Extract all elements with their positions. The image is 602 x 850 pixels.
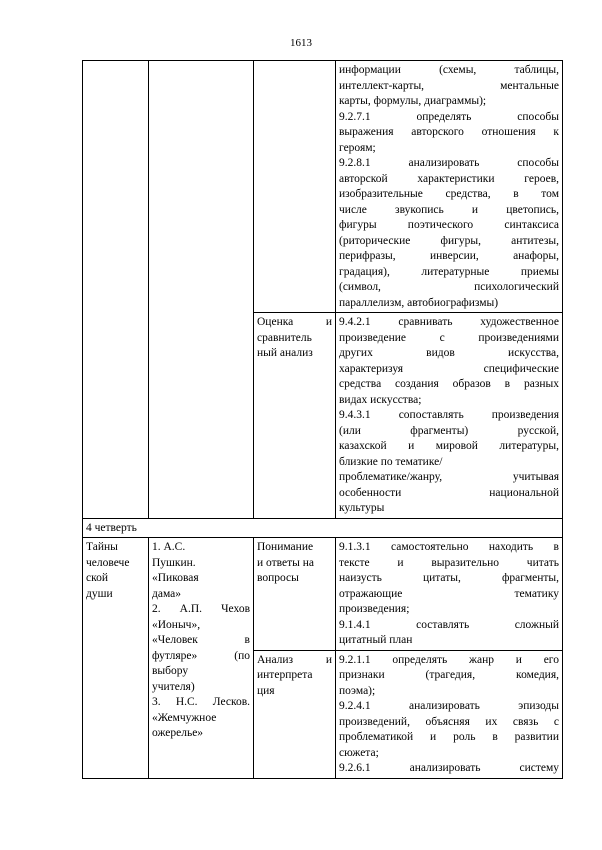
table-row (83, 61, 563, 313)
skill-label-cell (254, 538, 336, 651)
text-line: героям; (339, 141, 376, 154)
text-line: 3. Н.С. Лесков. (152, 696, 250, 708)
text-line: особенности национальной (339, 486, 559, 499)
text-line: 9.4.2.1 сравнивать художественное (339, 316, 559, 328)
table-row (83, 538, 563, 651)
text-line: видах искусства; (339, 393, 422, 406)
text-line: «Жемчужное (152, 711, 217, 724)
text-line: казахской и мировой литературы, (339, 440, 559, 452)
text-line: 9.2.6.1 анализировать систему (339, 762, 559, 774)
text-line: наизусть цитаты, фрагменты, (339, 572, 559, 584)
text-line: учителя) (152, 680, 195, 693)
text-line: Анализ и (257, 653, 332, 666)
text-line: сравнитель (257, 331, 312, 344)
text-line: интеллект-карты, ментальные (339, 79, 559, 92)
text-line: фигуры поэтического синтаксиса (339, 219, 559, 231)
text-line: (риторические фигуры, антитезы, (339, 234, 559, 247)
text-line: 9.1.4.1 составлять сложный (339, 618, 559, 631)
text-line: произведения; (339, 603, 410, 615)
text-line: дама» (152, 587, 182, 600)
text-line: «Пиковая (152, 572, 199, 584)
text-line: проблематикой и роль в развитии (339, 731, 559, 743)
text-line: вопросы (257, 572, 299, 584)
text-line: произведений, объясняя их связь с (339, 715, 559, 728)
text-line: числе звукопись и цветопись, (339, 203, 559, 216)
text-line: ской (86, 572, 109, 584)
text-line: сюжета; (339, 746, 379, 759)
text-line: ожерелье» (152, 727, 204, 739)
text-line: Пушкин. (152, 556, 196, 569)
text-line: 9.2.4.1 анализировать эпизоды (339, 700, 559, 712)
text-line: человече (86, 556, 130, 569)
text-line: 2. А.П. Чехов (152, 603, 250, 615)
theme-cell-empty (83, 61, 149, 519)
objectives-cell (336, 61, 563, 313)
text-line: характеризуя специфические (339, 362, 559, 375)
objectives-cell (336, 538, 563, 651)
text-line: ция (257, 684, 275, 697)
text-line: и ответы на (257, 556, 315, 569)
works-cell-empty (149, 61, 254, 519)
skill-label-cell (254, 313, 336, 519)
text-line: признаки (трагедия, комедия, (339, 669, 559, 681)
text-line: ный анализ (257, 347, 313, 359)
text-line: 9.2.8.1 анализировать способы (339, 157, 559, 169)
text-line: карты, формулы, диаграммы); (339, 95, 487, 107)
text-line: градация), литературные приемы (339, 265, 559, 278)
text-line: произведение с произведениями (339, 331, 559, 344)
text-line: изобразительные средства, в том (339, 188, 559, 200)
text-line: проблематике/жанру, учитывая (339, 471, 559, 483)
text-line: выбору (152, 665, 189, 677)
text-line: 1. А.С. (152, 541, 186, 553)
text-line: отражающие тематику (339, 587, 559, 600)
text-line: 9.1.3.1 самостоятельно находить в (339, 541, 559, 553)
text-line: средства создания образов в разных (339, 378, 559, 390)
text-line: тексте и выразительно читать (339, 556, 559, 569)
objectives-cell (336, 313, 563, 519)
text-line: 9.4.3.1 сопоставлять произведения (339, 409, 559, 421)
text-line: авторской характеристики героев, (339, 172, 559, 185)
text-line: Тайны (86, 541, 118, 553)
text-line: интерпрета (257, 669, 313, 681)
text-line: души (86, 587, 113, 600)
text-line: культуры (339, 502, 385, 514)
text-line: цитатный план (339, 634, 413, 646)
text-line: параллелизм, автобиографизмы) (339, 296, 499, 309)
text-line: перифразы, инверсии, анафоры, (339, 250, 559, 262)
text-line: «Ионыч», (152, 618, 201, 631)
text-line: близкие по тематике/ (339, 455, 443, 468)
text-line: футляре» (по (152, 649, 250, 662)
text-line: 9.2.1.1 определять жанр и его (339, 653, 559, 666)
skill-cell-empty (254, 61, 336, 313)
text-line: поэма); (339, 684, 376, 697)
text-line: (или фрагменты) русской, (339, 424, 559, 437)
page-number: 1613 (290, 37, 312, 49)
curriculum-table (82, 60, 563, 779)
text-line: «Человек в (152, 634, 250, 646)
skill-label-cell (254, 650, 336, 778)
text-line: Понимание (257, 541, 314, 553)
text-line: Оценка и (257, 316, 332, 328)
text-line: информации (схемы, таблицы, (339, 64, 559, 76)
text-line: других видов искусства, (339, 347, 559, 359)
text-line: 9.2.7.1 определять способы (339, 110, 559, 123)
quarter-label: 4 четверть (83, 518, 563, 538)
works-cell (149, 538, 254, 779)
theme-cell (83, 538, 149, 779)
text-line: выражения авторского отношения к (339, 126, 559, 138)
text-line: (символ, психологический (339, 281, 559, 293)
objectives-cell (336, 650, 563, 778)
table-row (83, 518, 563, 538)
